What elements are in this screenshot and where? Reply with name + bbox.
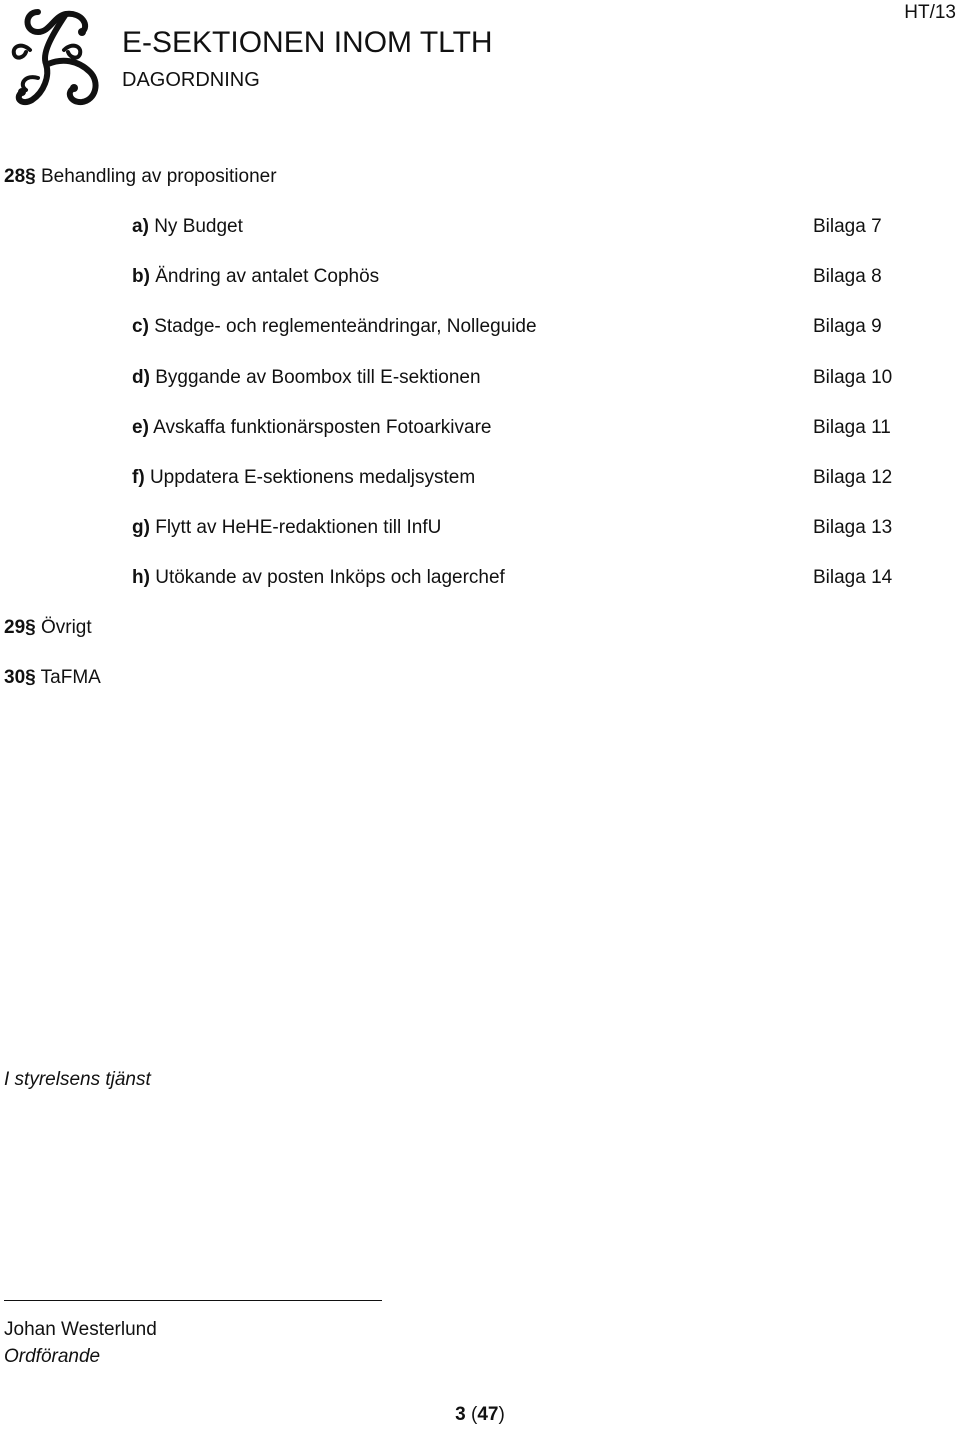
agenda-item-d (132, 367, 892, 389)
section-number: 28§ (4, 166, 36, 187)
agenda-item-h (132, 567, 892, 589)
item-attachment: Bilaga 10 (813, 367, 893, 388)
section-30 (4, 667, 101, 689)
item-letter: h) (132, 567, 150, 588)
section-title: Behandling av propositioner (40, 166, 277, 187)
item-letter: a) (132, 216, 149, 237)
agenda-item-g (132, 517, 892, 539)
total-pages: 47 (477, 1404, 499, 1425)
term-label: HT/13 (904, 2, 956, 23)
page-open-paren: ( (465, 1404, 478, 1425)
item-attachment: Bilaga 9 (813, 316, 882, 337)
item-text: Uppdatera E-sektionens medaljsystem (149, 467, 476, 488)
section-number: 29§ (4, 617, 36, 638)
agenda-item-a (132, 216, 892, 238)
item-attachment: Bilaga 13 (813, 517, 893, 538)
item-letter: f) (132, 467, 145, 488)
item-text: Stadge- och reglementeändringar, Nolleguide (154, 316, 537, 337)
section-title: Övrigt (40, 617, 92, 638)
item-letter: g) (132, 517, 150, 538)
item-letter: b) (132, 266, 150, 287)
agenda-item-e (132, 417, 892, 439)
section-number: 30§ (4, 667, 36, 688)
item-text: Ändring av antalet Cophös (155, 266, 380, 287)
current-page: 3 (455, 1404, 466, 1425)
section-29 (4, 617, 92, 639)
item-text: Byggande av Boombox till E-sektionen (155, 367, 481, 388)
item-attachment: Bilaga 7 (813, 216, 882, 237)
agenda-item-b (132, 266, 892, 288)
item-text: Ny Budget (154, 216, 243, 237)
signature-line (4, 1300, 382, 1301)
item-attachment: Bilaga 8 (813, 266, 882, 287)
page-number (0, 1404, 960, 1426)
item-text: Avskaffa funktionärsposten Fotoarkivare (153, 417, 492, 438)
section-title: TaFMA (40, 667, 101, 688)
item-letter: e) (132, 417, 149, 438)
agenda-item-c (132, 316, 892, 338)
signatory-name: Johan Westerlund (4, 1319, 157, 1340)
item-attachment: Bilaga 14 (813, 567, 893, 588)
signatory-role: Ordförande (4, 1346, 101, 1367)
page-close-paren: ) (498, 1404, 505, 1425)
agenda-item-f (132, 467, 892, 489)
item-attachment: Bilaga 12 (813, 467, 893, 488)
signoff: I styrelsens tjänst (4, 1069, 151, 1090)
org-title: E-SEKTIONEN INOM TLTH (122, 26, 493, 59)
item-attachment: Bilaga 11 (813, 417, 891, 438)
item-letter: d) (132, 367, 150, 388)
item-text: Utökande av posten Inköps och lagerchef (155, 567, 505, 588)
document-type: DAGORDNING (122, 69, 260, 91)
e-section-logo-icon (4, 2, 110, 112)
section-28 (4, 166, 277, 188)
item-letter: c) (132, 316, 149, 337)
item-text: Flytt av HeHE-redaktionen till InfU (155, 517, 442, 538)
